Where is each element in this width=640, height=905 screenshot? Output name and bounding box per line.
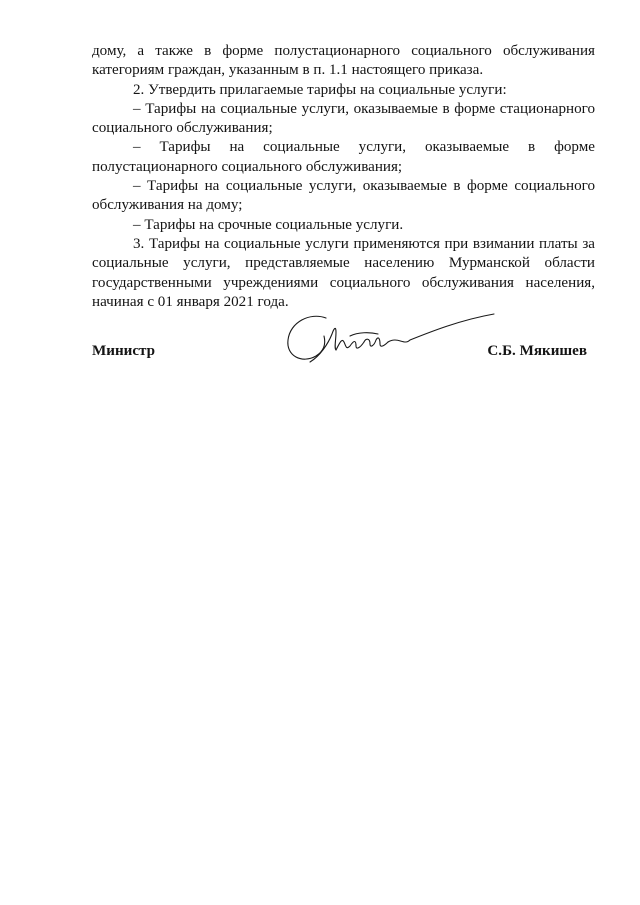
handwritten-signature bbox=[280, 306, 500, 372]
signer-name: С.Б. Мякишев bbox=[487, 343, 587, 359]
signer-position: Министр bbox=[92, 343, 156, 359]
paragraph-item-3: 3. Тарифы на социальные услуги применяются при взимании платы за социальные услуги, представляемые населению Мурманской области государственными учреждениями социального обслуживания населения, начиная с 01 января 2021 года. bbox=[92, 235, 595, 310]
document-body bbox=[92, 42, 595, 312]
paragraph-tariff-urgent: – Тарифы на срочные социальные услуги. bbox=[133, 216, 404, 233]
paragraph-tariff-home: – Тарифы на социальные услуги, оказываемые в форме социального обслуживания на дому; bbox=[92, 178, 595, 214]
paragraph-tariff-stationary: – Тарифы на социальные услуги, оказываемые в форме стационарного социального обслуживания; bbox=[92, 100, 595, 137]
paragraph-continuation: дому, а также в форме полустационарного социального обслуживания категориям граждан, указанным в п. 1.1 настоящего приказа. bbox=[92, 43, 595, 79]
paragraph-item-2: 2. Утвердить прилагаемые тарифы на социальные услуги: bbox=[133, 81, 507, 98]
paragraph-tariff-semi-stationary: – Тарифы на социальные услуги, оказываемые в форме полустационарного социального обслуживания; bbox=[92, 139, 595, 175]
